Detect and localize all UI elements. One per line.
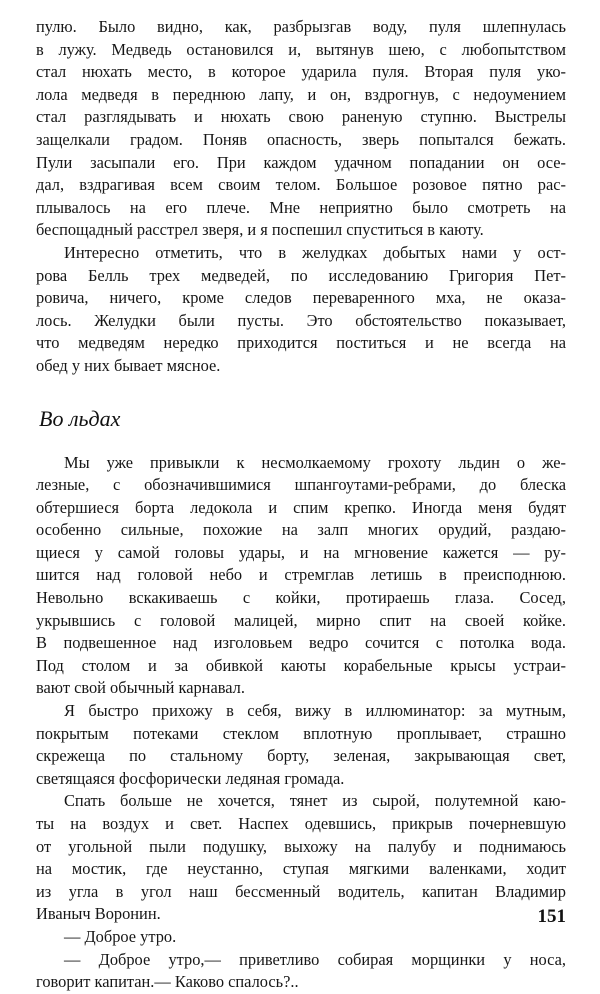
paragraph-deck	[36, 790, 566, 926]
paragraph-porthole	[36, 700, 566, 790]
text-line: Иваныч Воронин.	[36, 904, 161, 924]
text-line: рова Белль трех медведей, по исследованию Григория Пет-	[36, 265, 566, 285]
text-line: защелкали градом. Поняв опасность, зверь попытался бежать.	[36, 129, 566, 149]
page-body	[36, 16, 566, 994]
text-line: обтершиеся борта ледокола и спим крепко. Иногда меня будят	[36, 497, 566, 517]
text-line: беспощадный расстрел зверя, и я поспешил спуститься в каюту.	[36, 220, 484, 240]
text-line: на мостик, где неустанно, ступая мягкими валенками, ходит	[36, 859, 566, 879]
section-heading: Во льдах	[39, 405, 121, 431]
text-line: ты на воздух и свет. Наспех одевшись, прикрыв почерневшую	[36, 814, 566, 833]
paragraph-bear-stomachs	[36, 242, 566, 378]
text-line: плывалось на его плече. Мне неприятно было смотреть на	[36, 197, 566, 217]
text-line: Невольно вскакиваешь с койки, протираешь глаза. Сосед,	[36, 588, 566, 608]
text-line: скрежеща по стальному борту, зеленая, закрывающая свет,	[36, 746, 566, 766]
text-line: Пули засыпали его. При каждом удачном попадании он осе-	[36, 152, 566, 172]
text-line: покрытым потеками стеклом вплотную проплывает, страшно	[36, 723, 566, 743]
text-line: что медведям нередко приходится поститься и не всегда на	[36, 333, 566, 353]
text-line: лезные, с обозначившимися шпангоутами-ребрами, до блеска	[36, 475, 566, 495]
paragraph-bear-shooting	[36, 16, 566, 242]
text-line: укрывшись с головой малицей, мирно спит на своей койке.	[36, 610, 566, 630]
text-line: вают свой обычный карнавал.	[36, 678, 245, 698]
dialogue-good-morning: — Доброе утро.	[64, 926, 177, 946]
text-line: Я быстро прихожу в себя, вижу в иллюминатор: за мутным,	[64, 701, 566, 721]
text-line: в лужу. Медведь остановился и, вытянув шею, с любопытством	[36, 39, 566, 59]
text-line: Интересно отметить, что в желудках добытых нами у ост-	[64, 242, 566, 262]
text-line: ровича, ничего, кроме следов переваренного мха, не оказа-	[36, 288, 566, 308]
text-line: Под столом и за обивкой каюты корабельные крысы устраи-	[36, 655, 566, 675]
text-line: — Доброе утро,— приветливо собирая морщинки у носа,	[64, 949, 566, 969]
text-line: стал разглядывать и нюхать свою раненую ступню. Выстрелы	[36, 107, 566, 127]
page-number: 151	[537, 906, 566, 927]
text-line: говорит капитан.— Каково спалось?..	[36, 972, 299, 992]
text-line: Мы уже привыкли к несмолкаемому грохоту льдин о же-	[64, 452, 566, 472]
text-line: пулю. Было видно, как, разбрызгав воду, пуля шлепнулась	[36, 17, 566, 36]
text-line: лола медведя в переднюю лапу, и он, вздрогнув, с недоумением	[36, 84, 566, 104]
text-line: Спать больше не хочется, тянет из сырой, полутемной каю-	[64, 791, 566, 811]
dialogue-captain-reply	[36, 949, 566, 994]
text-line: особенно сильные, похожие на залп многих орудий, раздаю-	[36, 520, 566, 540]
text-line: шится над головой небо и стремглав летишь в преисподнюю.	[36, 565, 566, 585]
text-line: щиеся у самой головы удары, и на мгновение кажется — ру-	[36, 542, 566, 562]
paragraph-ice-noise	[36, 452, 566, 701]
text-line: лось. Желудки были пусты. Это обстоятельство показывает,	[36, 310, 566, 330]
text-line: В подвешенное над изголовьем ведро сочится с потолка вода.	[36, 633, 566, 653]
text-line: обед у них бывает мясное.	[36, 355, 221, 375]
text-line: дал, вздрагивая всем своим телом. Большое розовое пятно рас-	[36, 175, 566, 195]
text-line: от угольной пыли подушку, выхожу на палубу и поднимаюсь	[36, 836, 566, 856]
text-line: из угла в угол наш бессменный водитель, капитан Владимир	[36, 881, 566, 901]
text-line: стал нюхать место, в которое ударила пуля. Вторая пуля уко-	[36, 62, 566, 82]
text-line: светящаяся фосфорически ледяная громада.	[36, 768, 345, 788]
